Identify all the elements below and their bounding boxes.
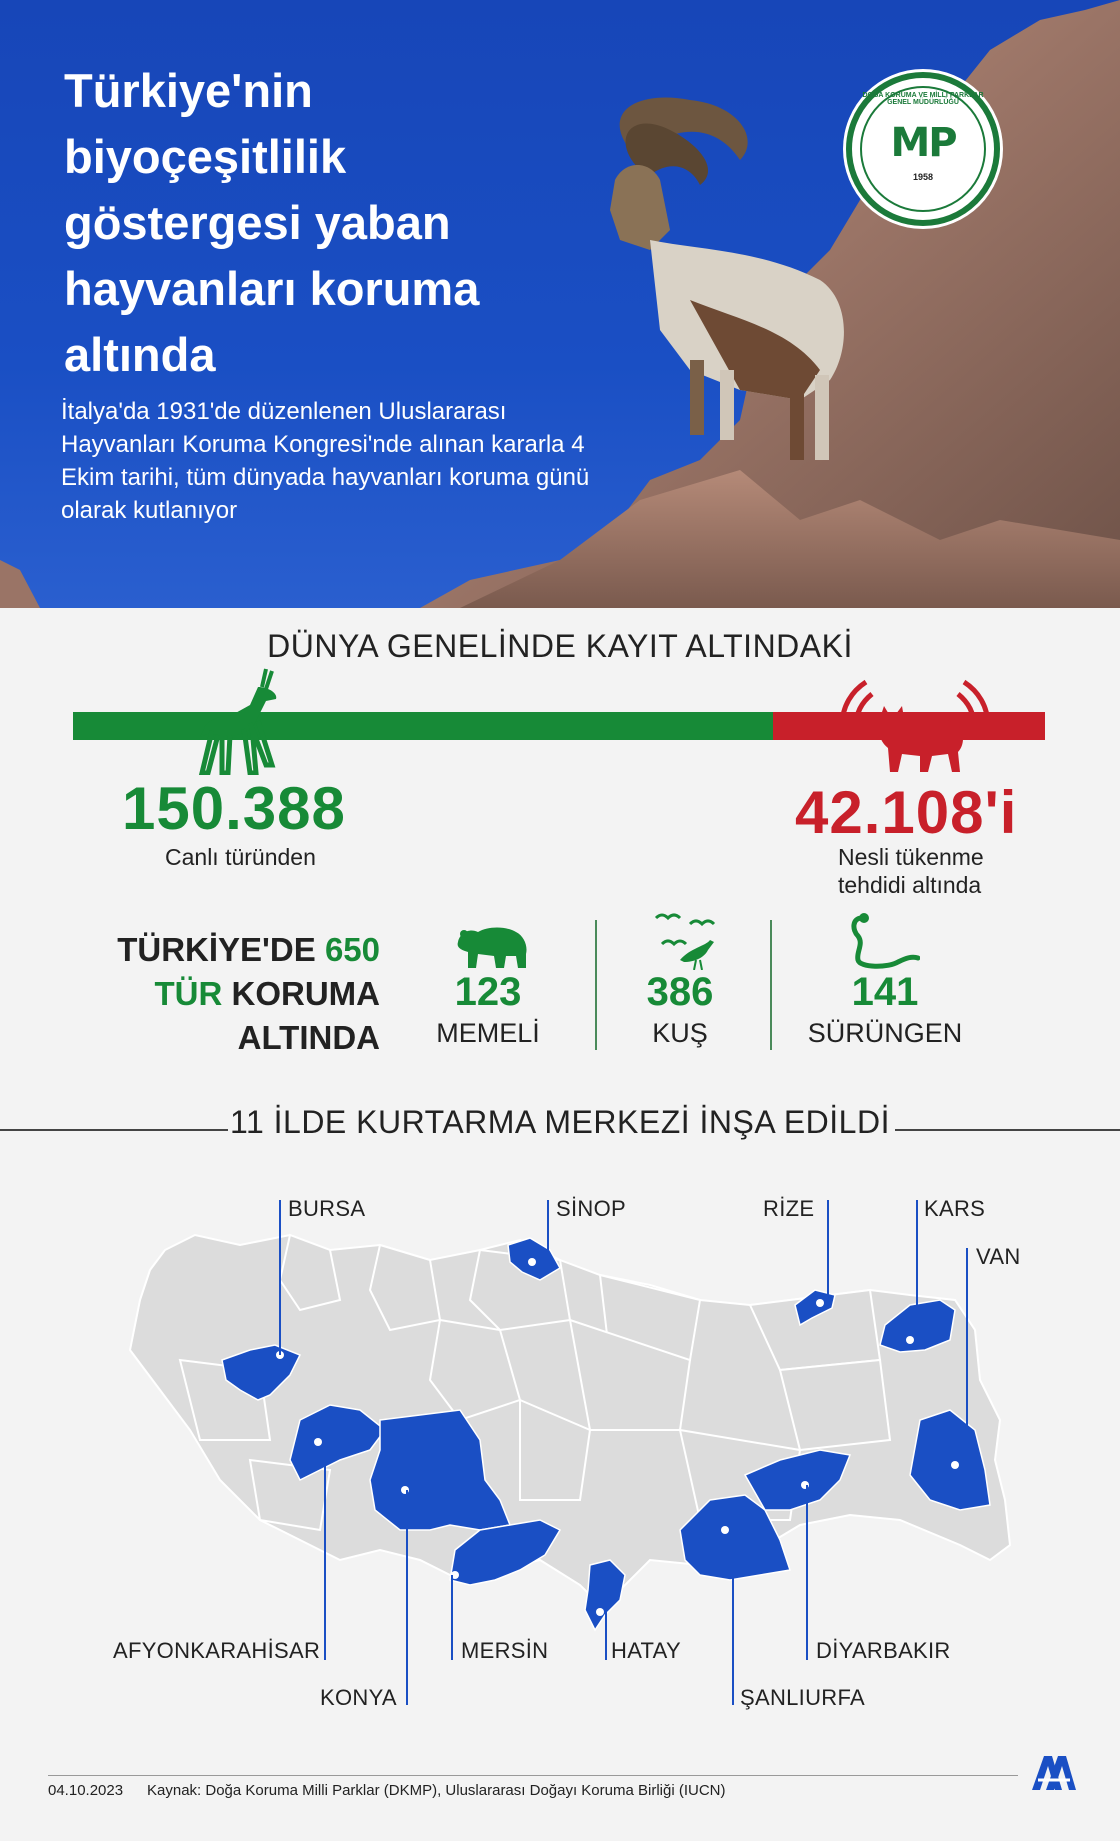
turkey-word: TÜRKİYE'DE — [117, 931, 316, 968]
footer-date: 04.10.2023 — [48, 1782, 124, 1799]
dkmp-logo — [846, 72, 1000, 226]
turkey-protected-label — [100, 928, 380, 1060]
footer-rule — [48, 1775, 1018, 1776]
city-label-sinop: SİNOP — [556, 1196, 626, 1221]
city-label-mersin: MERSİN — [461, 1638, 549, 1663]
reptile-label: SÜRÜNGEN — [807, 1018, 963, 1048]
city-label-diyarbakir: DİYARBAKIR — [816, 1638, 951, 1663]
city-label-konya: KONYA — [320, 1685, 397, 1710]
under-word: ALTINDA — [237, 1019, 380, 1056]
mammal-label: MEMELİ — [436, 1018, 540, 1048]
logo-mark: MP — [890, 120, 956, 166]
species-word: TÜR — [154, 975, 223, 1012]
protection-word: KORUMA — [231, 975, 380, 1012]
birds-icon — [650, 910, 720, 970]
logo-year: 1958 — [912, 172, 934, 182]
city-label-kars: KARS — [924, 1196, 986, 1221]
endangered-caption-line1: Nesli tükenme — [838, 844, 984, 870]
mammal-count: 123 — [454, 970, 522, 1014]
city-label-rize: RİZE — [763, 1196, 815, 1221]
bird-count: 386 — [646, 970, 714, 1014]
city-label-sanliurfa: ŞANLIURFA — [740, 1685, 865, 1710]
protected-bar — [73, 712, 773, 740]
city-label-afyonkarahisar: AFYONKARAHİSAR — [113, 1638, 321, 1663]
turkey-map — [0, 1160, 1120, 1720]
world-section-title: DÜNYA GENELİNDE KAYIT ALTINDAKİ — [267, 628, 853, 664]
bird-label: KUŞ — [652, 1018, 708, 1048]
city-label-bursa: BURSA — [288, 1196, 366, 1221]
species-total: 150.388 — [122, 775, 346, 842]
city-label-van: VAN — [976, 1244, 1021, 1269]
hero-banner — [0, 0, 1120, 608]
species-caption: Canlı türünden — [165, 844, 316, 870]
hero-subtitle: İtalya'da 1931'de düzenlenen Uluslararası Hayvanları Koruma Kongresi'nde alınan kararla 4 Ekim tarihi, tüm dünyada hayvanları koruma günü olarak kutlanıyor — [61, 398, 590, 524]
lynx-icon — [832, 676, 998, 776]
hero-title: Türkiye'nin biyoçeşitlilik göstergesi yaban hayvanları koruma altında — [64, 64, 480, 381]
city-label-hatay: HATAY — [611, 1638, 681, 1663]
endangered-total: 42.108'i — [795, 779, 1018, 846]
footer-source: Kaynak: Doğa Koruma Milli Parklar (DKMP), Uluslararası Doğayı Koruma Birliği (IUCN) — [147, 1782, 726, 1799]
centers-section-title: 11 İLDE KURTARMA MERKEZİ İNŞA EDİLDİ — [230, 1104, 890, 1140]
bear-icon — [454, 920, 530, 970]
turkey-count: 650 — [324, 931, 380, 968]
gazelle-icon — [188, 665, 288, 775]
stat-divider — [770, 920, 772, 1050]
turkey-land — [130, 1235, 1010, 1605]
snake-icon — [848, 912, 920, 970]
reptile-count: 141 — [851, 970, 919, 1014]
aa-agency-logo — [1030, 1752, 1076, 1792]
endangered-caption-line2: tehdidi altında — [838, 872, 982, 898]
logo-ring-text: DOĞA KORUMA VE MİLLİ PARKLAR GENEL MÜDÜRLÜĞÜ — [862, 92, 984, 106]
